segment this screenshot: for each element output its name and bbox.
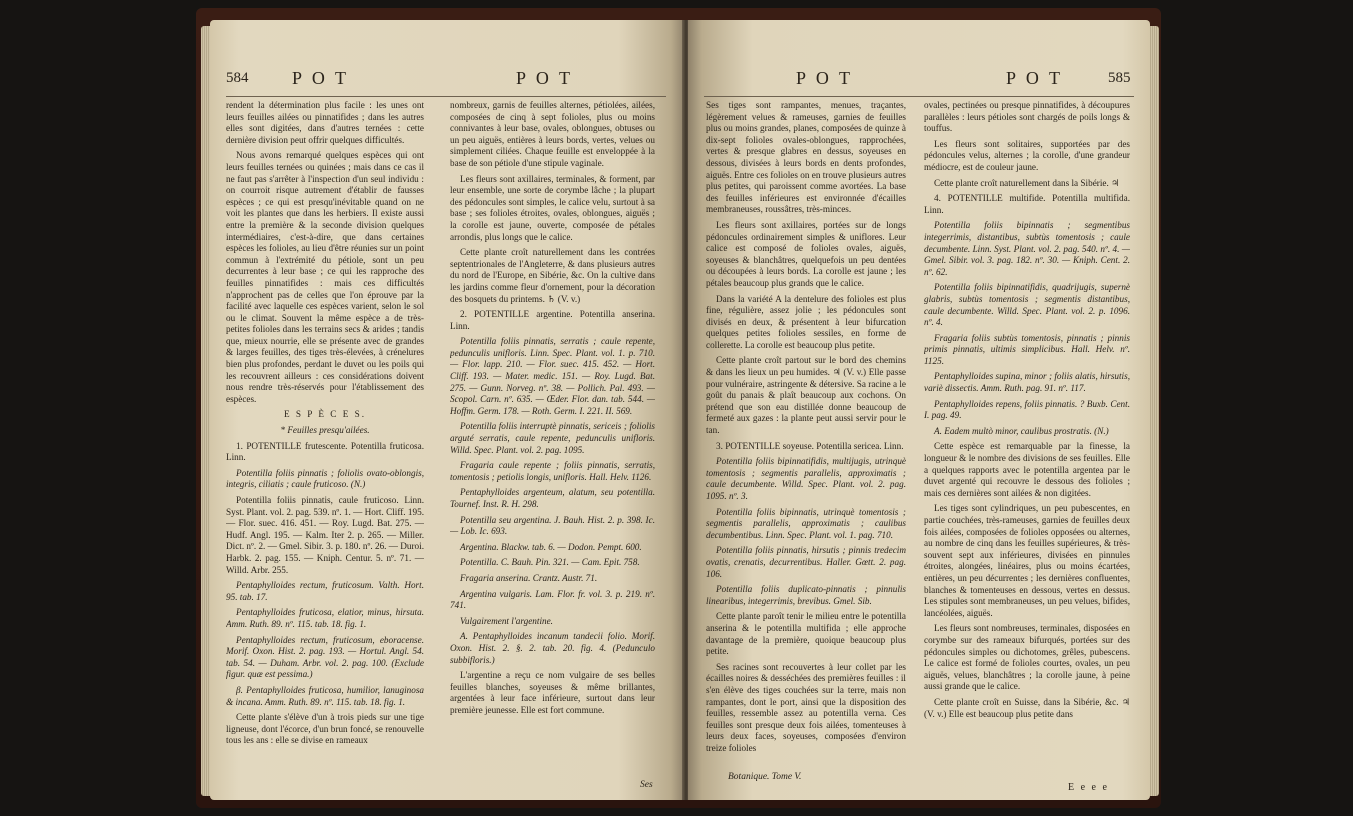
paragraph: Pentaphylloides supina, minor ; foliis alatis, hirsutis, variè dissectis. Amm. Ruth. pag. 91. nº. 117. xyxy=(924,371,1130,394)
paragraph: Fragaria anserina. Crantz. Austr. 71. xyxy=(460,572,598,583)
paragraph: Nous avons remarqué quelques espèces qui ont leurs feuilles ternées ou quinées ; mais dans ce cas il ne faut pas s'arrêter à l'inspection d'un seul individu : on courroit risque autrement d'établir de fausses espèces ; ce qui est presqu'inévitable quand on ne voit les plantes que dans les herbiers. Il existe aussi entre la première & la seconde division quelques intermédiaires, c'est-à-dire, que dans certaines espèces les folioles, au lieu d'être réunies sur un point commun à l'extrémité du pétiole, sont un peu decurrentes à leur base ; ce qui les rapproche des feuilles pinnatifides : mais ces difficultés n'approchent pas de celles que l'on éprouve par la facilité avec laquelle ces espèces varient, selon le sol ou le climat. Souvent la même espèce a de très-petites folioles dans les terrains secs & arides ; tandis que, mieux nourrie, elle se présente avec de grandes & larges feuilles, des tiges très-élevées, à crénelures bien plus profondes, perdant le duvet ou les poils qui les recouvrent ailleurs : ces considérations doivent nous rendre très-réservés pour l'établissement des espèces. xyxy=(226,150,424,404)
head-rule xyxy=(226,96,666,97)
head-rule xyxy=(704,96,1134,97)
paragraph: Pentaphylloides argenteum, alatum, seu potentilla. Tournef. Inst. R. H. 298. xyxy=(450,487,655,509)
paragraph: Les tiges sont cylindriques, un peu pubescentes, en partie couchées, très-rameuses, garnies de feuilles deux fois ailées, composées de folioles opposées ou alternes, au nombre de cinq dans les feuilles supérieures, & très-souvent sept aux inférieures, divisées en pinnules étroites, alongées, linéaires, plus ou moins écartées, entières, un peu décurrentes ; les dernières confluentes, blanches & tomenteuses en dessous, vertes en dessus. Les stipules sont membraneuses, un peu velues, bifides, lancéolées, aiguës. xyxy=(924,503,1130,618)
paragraph: Argentina vulgaris. Lam. Flor. fr. vol. 3. p. 219. nº. 741. xyxy=(450,588,655,611)
paragraph: Ses tiges sont rampantes, menues, traçantes, légèrement velues & rameuses, garnies de feuilles plus ou moins grandes, planes, composées de quinze à dix-sept folioles ovales-oblongues, rapprochées, vertes & presque glabres en dessus, soyeuses en dessous, divisées à leurs bords en dents profondes, aiguës. Entre ces folioles on en trouve plusieurs autres plus petites, qui paroissent comme avortées. La base des feuilles inférieures est environnée d'écailles membraneuses, roussâtres, très-minces. xyxy=(706,100,906,215)
species-heading: 3. POTENTILLE soyeuse. Potentilla sericea. Linn. xyxy=(716,440,904,451)
paragraph: β. Pentaphylloides fruticosa, humilior, lanuginosa & incana. Amm. Ruth. 89. nº. 115. tab. 18. fig. 1. xyxy=(226,684,424,707)
paragraph: Potentilla foliis bipinnatis, utrinquè tomentosis ; segmentis parallelis, approximatis ; caulibus decumbentibus. Linn. Spec. Plant. vol. 1. pag. 710. xyxy=(706,506,906,540)
paragraph: rendent la détermination plus facile : les unes ont leurs feuilles ailées ou pinnatifides ; dans les autres elles sont digitées, dans d'autres ternées : cette dernière division peut offrir quelques difficultés. xyxy=(226,100,424,145)
running-head-right: P O T xyxy=(1006,68,1064,88)
page-edges-right xyxy=(1149,26,1159,796)
paragraph: nombreux, garnis de feuilles alternes, pétiolées, ailées, composées de cinq à sept folioles, plus ou moins connivantes à leur base, ovales, oblongues, obtuses ou un peu aiguës, entières à leurs bords, vertes, velues ou simplement ciliées. Chaque feuille est enveloppée à la base de son pétiole d'une stipule vaginale. xyxy=(450,100,655,168)
paragraph: Potentilla seu argentina. J. Bauh. Hist. 2. p. 398. Ic. — Lob. Ic. 693. xyxy=(450,514,655,537)
paragraph: Argentina. Blackw. tab. 6. — Dodon. Pempt. 600. xyxy=(460,541,642,552)
paragraph: A. Eadem multò minor, caulibus prostratis. (N.) xyxy=(934,425,1109,436)
running-head-right: P O T xyxy=(516,68,574,88)
paragraph: Potentilla foliis bipinnatifidis, quadrijugis, supernè glabris, subtùs tomentosis ; segmentis distantibus, caule decumbente. Willd. Spec. Plant. vol. 2. p. 1096. nº. 4. xyxy=(924,282,1130,328)
paragraph: Cette espèce est remarquable par la finesse, la longueur & le nombre des divisions de ses feuilles. Elle a quelques rapports avec le potentilla argentea par le duvet argenté qui recouvre le dessous des folioles ; mais ces dernières sont ailées & non digitées. xyxy=(924,441,1130,498)
paragraph: Cette plante croît naturellement dans les contrées septentrionales de l'Angleterre, & dans plusieurs autres du nord de l'Europe, en Sibérie, &c. On la cultive dans les jardins comme fleur d'ornement, pour la décoration des bosquets du printems. ♄ (V. v.) xyxy=(450,247,655,304)
volume-footer: Botanique. Tome V. xyxy=(728,772,802,782)
species-heading: 2. POTENTILLE argentine. Potentilla anserina. Linn. xyxy=(450,309,655,331)
species-heading: 1. POTENTILLE frutescente. Potentilla fruticosa. Linn. xyxy=(226,440,424,463)
text-column-2 xyxy=(924,100,1130,790)
paragraph: Les fleurs sont solitaires, supportées par des pédoncules velus, alternes ; la corolle, d'une grandeur médiocre, est de couleur jaune. xyxy=(924,138,1130,172)
right-page xyxy=(688,20,1150,800)
paragraph: A. Pentaphylloides incanum tandecii folio. Morif. Oxon. Hist. 2. §. 2. tab. 20. fig. 4. (Pedunculo subbifloris.) xyxy=(450,631,655,665)
species-heading: 4. POTENTILLE multifide. Potentilla multifida. Linn. xyxy=(924,193,1130,215)
paragraph: Potentilla foliis interruptè pinnatis, sericeis ; foliolis arguté serratis, caule repente, pedunculis unifloris. Willd. Spec. Plant. vol. 2. pag. 1095. xyxy=(450,421,655,455)
paragraph: Ses racines sont recouvertes à leur collet par les écailles noires & desséchées des premières feuilles : il s'en élève des tiges couchées sur la terre, mais non rampantes, dont le port, ainsi que la disposition des feuilles, ressemble assez au potentilla verna. Ces feuilles sont presque deux fois ailées, tomenteuses à leurs deux faces, soyeuses, composées d'environ treize folioles xyxy=(706,661,906,753)
paragraph: Potentilla foliis pinnatis, serratis ; caule repente, pedunculis unifloris. Linn. Spec. Plant. vol. 1. p. 710. — Flor. lapp. 210. — Flor. suec. 415. 452. — Hort. Cliff. 193. — Mater. medic. 151. — Roy. Lugd. Bat. 275. — Gunn. Norveg. nº. 38. — Pollich. Pal. 493. — Scopol. Carn. nº. 635. — Œder. Flor. dan. tab. 544. — Hoffm. Germ. 178. — Roth. Germ. I. 221. II. 569. xyxy=(450,336,655,416)
paragraph: Fragaria caule repente ; foliis pinnatis, serratis, tomentosis ; petiolis longis, unifloris. Hall. Helv. 1126. xyxy=(450,460,655,482)
paragraph: Fragaria foliis subtùs tomentosis, pinnatis ; pinnis primis pinnatis, ultimis simplicibus. Hall. Helv. nº. 1125. xyxy=(924,332,1130,366)
paragraph: Potentilla foliis bipinnatis ; segmentibus integerrimis, distantibus, subtùs tomentosis ; caule decumbente. Linn. Syst. Plant. vol. 2. pag. 540. nº. 4. — Gmel. Sibir. vol. 3. pag. 182. nº. 30. — Kniph. Cent. 2. nº. 62. xyxy=(924,220,1130,277)
section-heading: E S P È C E S. xyxy=(283,409,367,420)
paragraph: Potentilla foliis pinnatis, caule fruticoso. Linn. Syst. Plant. vol. 2. pag. 539. nº. 1. — Hort. Cliff. 195. — Flor. suec. 416. 451. — Roy. Lugd. Bat. 275. — Hudf. Angl. 195. — Kalm. Iter 2. p. 265. — Miller. Dict. nº. 2. — Gmel. Sibir. 3. p. 180. nº. 26. — Duroi. Harbk. 2. pag. 155. — Kniph. Centur. 5. nº. 71. — Willd. Arbr. 255. xyxy=(226,495,424,575)
paragraph: Pentaphylloides rectum, fruticosum, eboracense. Morif. Oxon. Hist. 2. pag. 193. — Hortul. Angl. 54. tab. 54. — Duham. Arbr. vol. 2. pag. 100. (Exclude figur. quæ est pessima.) xyxy=(226,634,424,680)
paragraph: Potentilla. C. Bauh. Pin. 321. — Cam. Epit. 758. xyxy=(460,557,640,568)
paragraph: Cette plante s'élève d'un à trois pieds sur une tige ligneuse, dont l'écorce, d'un brun foncé, se renouvelle tous les ans : elle se divise en rameaux xyxy=(226,712,424,746)
paragraph: Les fleurs sont axillaires, portées sur de longs pédoncules ordinairement simples & uniflores. Leur calice est composé de folioles ovales, aiguës, soyeuses & blanchâtres, quelquefois un peu dentées ou découpées à leurs bords. La corolle est jaune ; les pétales beaucoup plus grands que le calice. xyxy=(706,219,906,288)
paragraph: Pentaphylloides fruticosa, elatior, minus, hirsuta. Amm. Ruth. 89. nº. 115. tab. 18. fig. 1. xyxy=(226,607,424,629)
paragraph: Pentaphylloides repens, foliis pinnatis. ? Buxb. Cent. I. pag. 49. xyxy=(924,398,1130,421)
paragraph: Dans la variété A la dentelure des folioles est plus fine, régulière, assez jolie ; les pédoncules sont divisés en deux, & présentent à leur bifurcation quelques petites folioles sessiles, en forme de collerette. La corolle est beaucoup plus petite. xyxy=(706,293,906,350)
catchword: Ses xyxy=(640,780,653,790)
paragraph: Potentilla foliis pinnatis, hirsutis ; pinnis tredecim ovatis, crenatis, decurrentibus. Haller. Gœtt. 2. pag. 106. xyxy=(706,545,906,579)
paragraph: Potentilla foliis duplicato-pinnatis ; pinnulis linearibus, integerrimis, brevibus. Gmel. Sib. xyxy=(706,584,906,606)
page-number: 585 xyxy=(1108,70,1131,86)
running-head-left: P O T xyxy=(796,68,854,88)
paragraph: Pentaphylloides rectum, fruticosum. Valth. Hort. 95. tab. 17. xyxy=(226,580,424,602)
subsection-heading: * Feuilles presqu'ailées. xyxy=(280,425,370,436)
paragraph: Potentilla foliis bipinnatifidis, multijugis, utrinquè tomentosis ; segmentis parallelis, approximatis ; caule decumbente. Willd. Spec. Plant. vol. 2. pag. 1095. nº. 3. xyxy=(706,456,906,501)
paragraph: ovales, pectinées ou presque pinnatifides, à découpures parallèles : leurs pétioles sont chargés de poils longs & touffus. xyxy=(924,100,1130,134)
paragraph: Potentilla foliis pinnatis ; foliolis ovato-oblongis, integris, ciliatis ; caule fruticoso. (N.) xyxy=(226,467,424,490)
paragraph: Les fleurs sont nombreuses, terminales, disposées en corymbe sur des rameaux bifurqués, portées sur des pédoncules simples ou dichotomes, grêles, pubescens. Le calice est formé de folioles courtes, ovales, un peu aiguës, velues, blanchâtres ; la corolle jaune, à peine aussi grande que le calice. xyxy=(924,623,1130,692)
running-head-left: P O T xyxy=(292,68,350,88)
paragraph: Vulgairement l'argentine. xyxy=(460,615,553,626)
text-column-1 xyxy=(226,100,424,790)
paragraph: Cette plante croît en Suisse, dans la Sibérie, &c. ♃ (V. v.) Elle est beaucoup plus petite dans xyxy=(924,696,1130,719)
paragraph: Cette plante croît naturellement dans la Sibérie. ♃ xyxy=(934,177,1120,188)
page-number: 584 xyxy=(226,70,249,86)
text-column-2 xyxy=(450,100,655,790)
left-page xyxy=(210,20,685,800)
paragraph: L'argentine a reçu ce nom vulgaire de ses belles feuilles blanches, soyeuses & même brillantes, argentées à leur face inférieure, surtout dans leur première jeunesse. Elle est fort commune. xyxy=(450,670,655,715)
signature-mark: E e e e xyxy=(1068,782,1109,793)
paragraph: Les fleurs sont axillaires, terminales, & forment, par leur ensemble, une sorte de corymbe lâche ; la plupart des pédoncules sont simples, le calice velu, surtout à sa base ; ses folioles étroites, ovales, oblongues, aiguës ; la corolle est jaune, ouverte, composée de pétales arrondis, plus longs que le calice. xyxy=(450,173,655,242)
text-column-1 xyxy=(706,100,906,765)
paragraph: Cette plante croît partout sur le bord des chemins & dans les lieux un peu humides. ♃ (V. v.) Elle passe pour vulnéraire, astringente & détersive. Sa racine a le goût du panais & plaît beaucoup aux cochons. On prétend que son eau distillée donne beaucoup de fermeté aux gazes : la plante peut aussi servir pour le tan. xyxy=(706,355,906,436)
paragraph: Cette plante paroît tenir le milieu entre le potentilla anserina & le potentilla multifida ; elle approche davantage de la première, quoique beaucoup plus petite. xyxy=(706,611,906,657)
